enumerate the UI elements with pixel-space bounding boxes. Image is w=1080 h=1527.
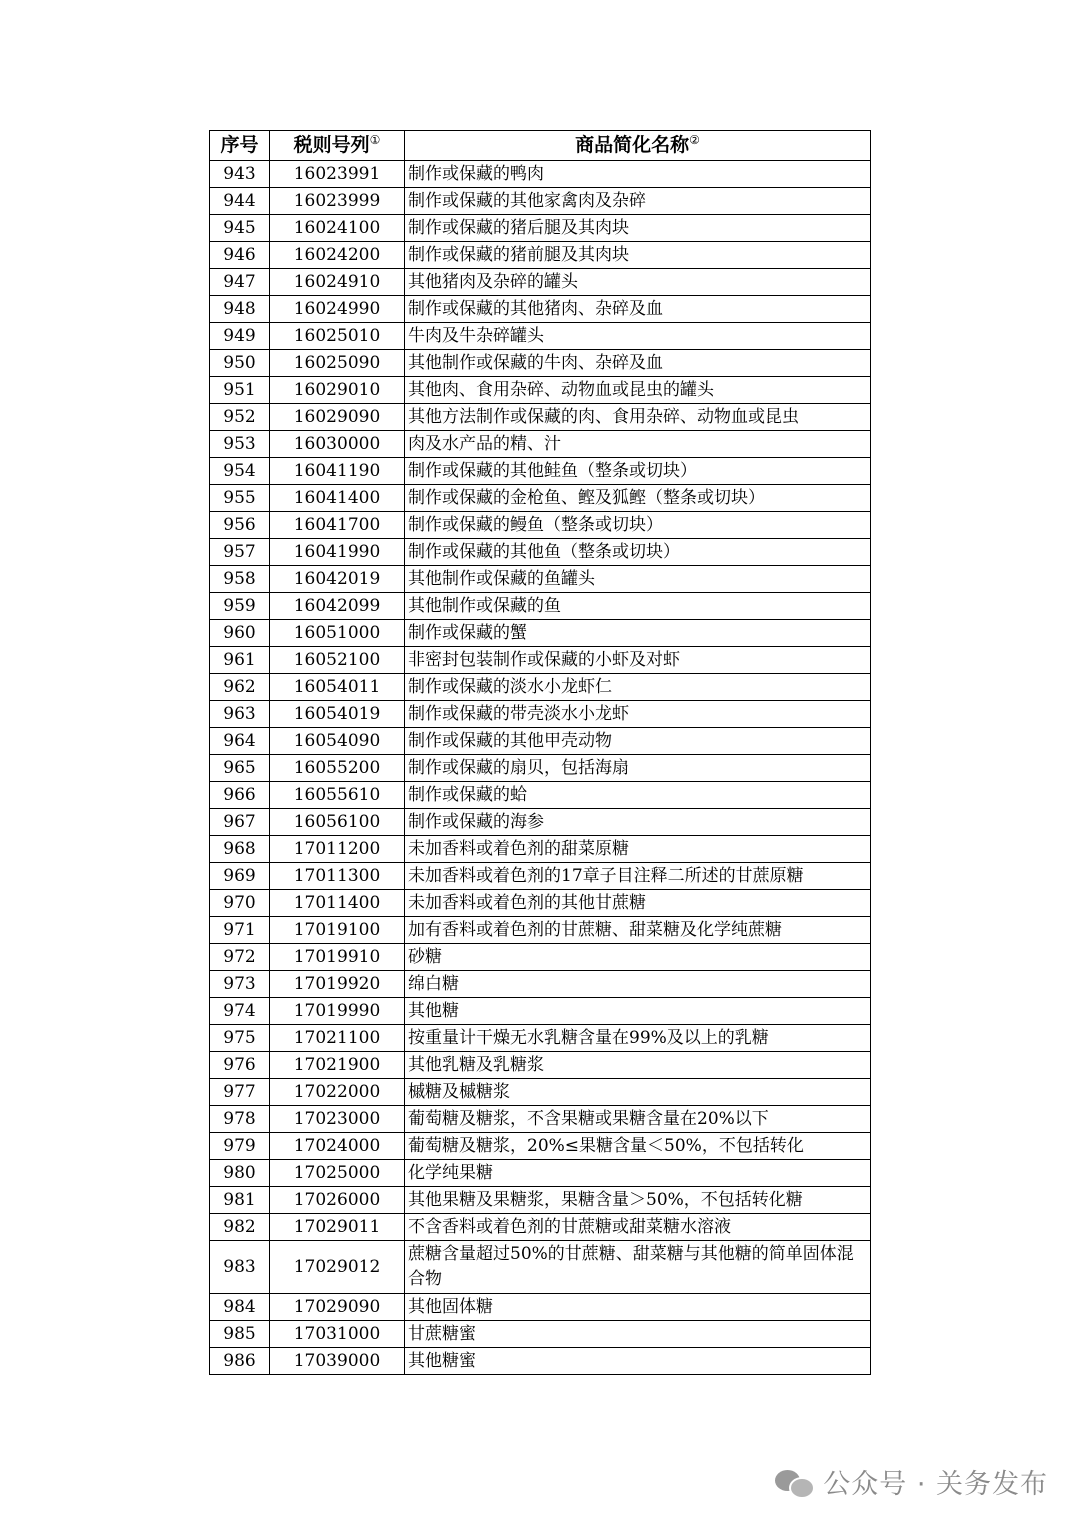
table-row bbox=[210, 1187, 871, 1214]
row-product-name: 其他肉、食用杂碎、动物血或昆虫的罐头 bbox=[405, 377, 871, 404]
row-product-name: 制作或保藏的其他鱼（整条或切块） bbox=[405, 539, 871, 566]
row-product-name: 其他乳糖及乳糖浆 bbox=[405, 1052, 871, 1079]
row-product-name: 制作或保藏的淡水小龙虾仁 bbox=[405, 674, 871, 701]
row-product-name: 加有香料或着色剂的甘蔗糖、甜菜糖及化学纯蔗糖 bbox=[405, 917, 871, 944]
row-product-name: 葡萄糖及糖浆，不含果糖或果糖含量在20%以下 bbox=[405, 1106, 871, 1133]
table-row bbox=[210, 1160, 871, 1187]
table-row bbox=[210, 809, 871, 836]
row-tariff-code: 16052100 bbox=[270, 647, 405, 674]
table-row bbox=[210, 971, 871, 998]
table-row bbox=[210, 1133, 871, 1160]
tariff-table bbox=[209, 130, 871, 1375]
row-product-name: 制作或保藏的蟹 bbox=[405, 620, 871, 647]
row-tariff-code: 16054090 bbox=[270, 728, 405, 755]
row-serial-number: 962 bbox=[210, 674, 270, 701]
row-product-name: 不含香料或着色剂的甘蔗糖或甜菜糖水溶液 bbox=[405, 1214, 871, 1241]
table-row bbox=[210, 458, 871, 485]
table-row bbox=[210, 161, 871, 188]
row-serial-number: 967 bbox=[210, 809, 270, 836]
row-product-name: 其他糖蜜 bbox=[405, 1348, 871, 1375]
row-tariff-code: 16025090 bbox=[270, 350, 405, 377]
row-serial-number: 977 bbox=[210, 1079, 270, 1106]
row-product-name: 牛肉及牛杂碎罐头 bbox=[405, 323, 871, 350]
row-tariff-code: 17011300 bbox=[270, 863, 405, 890]
row-serial-number: 968 bbox=[210, 836, 270, 863]
row-tariff-code: 17029011 bbox=[270, 1214, 405, 1241]
row-serial-number: 963 bbox=[210, 701, 270, 728]
row-tariff-code: 16041190 bbox=[270, 458, 405, 485]
table-row bbox=[210, 1025, 871, 1052]
row-product-name: 肉及水产品的精、汁 bbox=[405, 431, 871, 458]
row-tariff-code: 17022000 bbox=[270, 1079, 405, 1106]
row-serial-number: 950 bbox=[210, 350, 270, 377]
row-tariff-code: 17011400 bbox=[270, 890, 405, 917]
table-row bbox=[210, 782, 871, 809]
row-tariff-code: 17023000 bbox=[270, 1106, 405, 1133]
table-row bbox=[210, 944, 871, 971]
row-tariff-code: 16054019 bbox=[270, 701, 405, 728]
header-serial-number: 序号 bbox=[210, 131, 270, 161]
row-serial-number: 983 bbox=[210, 1241, 270, 1294]
row-serial-number: 946 bbox=[210, 242, 270, 269]
row-product-name: 未加香料或着色剂的甜菜原糖 bbox=[405, 836, 871, 863]
row-tariff-code: 17031000 bbox=[270, 1321, 405, 1348]
header-product-name: 商品简化名称② bbox=[405, 131, 871, 161]
row-serial-number: 954 bbox=[210, 458, 270, 485]
table-row bbox=[210, 566, 871, 593]
row-product-name: 其他猪肉及杂碎的罐头 bbox=[405, 269, 871, 296]
row-serial-number: 973 bbox=[210, 971, 270, 998]
row-serial-number: 974 bbox=[210, 998, 270, 1025]
row-tariff-code: 16041400 bbox=[270, 485, 405, 512]
table-row bbox=[210, 620, 871, 647]
row-product-name: 其他制作或保藏的鱼 bbox=[405, 593, 871, 620]
row-serial-number: 966 bbox=[210, 782, 270, 809]
row-product-name: 制作或保藏的其他鲑鱼（整条或切块） bbox=[405, 458, 871, 485]
table-row bbox=[210, 431, 871, 458]
table-row bbox=[210, 593, 871, 620]
row-product-name: 化学纯果糖 bbox=[405, 1160, 871, 1187]
table-row bbox=[210, 296, 871, 323]
row-product-name: 未加香料或着色剂的17章子目注释二所述的甘蔗原糖 bbox=[405, 863, 871, 890]
row-tariff-code: 17021100 bbox=[270, 1025, 405, 1052]
row-tariff-code: 17026000 bbox=[270, 1187, 405, 1214]
row-tariff-code: 17039000 bbox=[270, 1348, 405, 1375]
table-body bbox=[210, 161, 871, 1375]
row-tariff-code: 16055610 bbox=[270, 782, 405, 809]
table-row bbox=[210, 512, 871, 539]
table-row bbox=[210, 323, 871, 350]
row-serial-number: 943 bbox=[210, 161, 270, 188]
row-product-name: 非密封包装制作或保藏的小虾及对虾 bbox=[405, 647, 871, 674]
row-product-name: 其他制作或保藏的鱼罐头 bbox=[405, 566, 871, 593]
row-tariff-code: 16024200 bbox=[270, 242, 405, 269]
table-row bbox=[210, 998, 871, 1025]
table-row bbox=[210, 350, 871, 377]
table-row bbox=[210, 890, 871, 917]
row-serial-number: 956 bbox=[210, 512, 270, 539]
row-product-name: 甘蔗糖蜜 bbox=[405, 1321, 871, 1348]
row-tariff-code: 17019100 bbox=[270, 917, 405, 944]
row-product-name: 制作或保藏的金枪鱼、鲣及狐鲣（整条或切块） bbox=[405, 485, 871, 512]
row-tariff-code: 16042019 bbox=[270, 566, 405, 593]
row-tariff-code: 16041700 bbox=[270, 512, 405, 539]
row-serial-number: 975 bbox=[210, 1025, 270, 1052]
table-row bbox=[210, 404, 871, 431]
row-tariff-code: 17011200 bbox=[270, 836, 405, 863]
row-tariff-code: 17019990 bbox=[270, 998, 405, 1025]
row-tariff-code: 17029090 bbox=[270, 1294, 405, 1321]
table-row bbox=[210, 1321, 871, 1348]
header-tariff-code: 税则号列① bbox=[270, 131, 405, 161]
row-serial-number: 982 bbox=[210, 1214, 270, 1241]
table-row bbox=[210, 269, 871, 296]
table-row bbox=[210, 485, 871, 512]
row-tariff-code: 17019910 bbox=[270, 944, 405, 971]
row-serial-number: 959 bbox=[210, 593, 270, 620]
row-serial-number: 951 bbox=[210, 377, 270, 404]
row-tariff-code: 16055200 bbox=[270, 755, 405, 782]
row-tariff-code: 17025000 bbox=[270, 1160, 405, 1187]
row-serial-number: 979 bbox=[210, 1133, 270, 1160]
row-serial-number: 978 bbox=[210, 1106, 270, 1133]
row-serial-number: 970 bbox=[210, 890, 270, 917]
row-tariff-code: 16042099 bbox=[270, 593, 405, 620]
row-serial-number: 981 bbox=[210, 1187, 270, 1214]
row-tariff-code: 16056100 bbox=[270, 809, 405, 836]
row-product-name: 制作或保藏的猪后腿及其肉块 bbox=[405, 215, 871, 242]
row-product-name: 制作或保藏的蛤 bbox=[405, 782, 871, 809]
table-row bbox=[210, 377, 871, 404]
row-product-name: 制作或保藏的其他家禽肉及杂碎 bbox=[405, 188, 871, 215]
table-row bbox=[210, 242, 871, 269]
row-tariff-code: 17019920 bbox=[270, 971, 405, 998]
row-product-name: 葡萄糖及糖浆，20%≤果糖含量＜50%，不包括转化 bbox=[405, 1133, 871, 1160]
row-serial-number: 955 bbox=[210, 485, 270, 512]
row-tariff-code: 16030000 bbox=[270, 431, 405, 458]
row-product-name: 制作或保藏的其他猪肉、杂碎及血 bbox=[405, 296, 871, 323]
row-serial-number: 969 bbox=[210, 863, 270, 890]
row-product-name: 未加香料或着色剂的其他甘蔗糖 bbox=[405, 890, 871, 917]
row-product-name: 制作或保藏的扇贝，包括海扇 bbox=[405, 755, 871, 782]
table-row bbox=[210, 755, 871, 782]
table-row bbox=[210, 647, 871, 674]
row-product-name: 制作或保藏的带壳淡水小龙虾 bbox=[405, 701, 871, 728]
table-row bbox=[210, 1348, 871, 1375]
row-tariff-code: 16024100 bbox=[270, 215, 405, 242]
row-product-name: 其他固体糖 bbox=[405, 1294, 871, 1321]
table-row bbox=[210, 1052, 871, 1079]
table-row bbox=[210, 1241, 871, 1294]
row-serial-number: 949 bbox=[210, 323, 270, 350]
row-product-name: 绵白糖 bbox=[405, 971, 871, 998]
table-row bbox=[210, 1214, 871, 1241]
table-row bbox=[210, 539, 871, 566]
table-row bbox=[210, 188, 871, 215]
row-product-name: 制作或保藏的鸭肉 bbox=[405, 161, 871, 188]
row-serial-number: 948 bbox=[210, 296, 270, 323]
table-row bbox=[210, 1106, 871, 1133]
row-serial-number: 964 bbox=[210, 728, 270, 755]
row-product-name: 槭糖及槭糖浆 bbox=[405, 1079, 871, 1106]
table-row bbox=[210, 863, 871, 890]
row-tariff-code: 16023999 bbox=[270, 188, 405, 215]
row-tariff-code: 16025010 bbox=[270, 323, 405, 350]
row-tariff-code: 17029012 bbox=[270, 1241, 405, 1294]
row-tariff-code: 16024910 bbox=[270, 269, 405, 296]
watermark-text: 公众号 · 关务发布 bbox=[823, 1469, 1048, 1500]
row-tariff-code: 16051000 bbox=[270, 620, 405, 647]
row-product-name: 其他果糖及果糖浆，果糖含量＞50%，不包括转化糖 bbox=[405, 1187, 871, 1214]
row-serial-number: 972 bbox=[210, 944, 270, 971]
row-tariff-code: 16024990 bbox=[270, 296, 405, 323]
row-serial-number: 965 bbox=[210, 755, 270, 782]
wechat-icon bbox=[775, 1467, 813, 1497]
table-header-row bbox=[210, 131, 871, 161]
row-serial-number: 957 bbox=[210, 539, 270, 566]
row-serial-number: 971 bbox=[210, 917, 270, 944]
row-product-name: 其他方法制作或保藏的肉、食用杂碎、动物血或昆虫 bbox=[405, 404, 871, 431]
table-row bbox=[210, 836, 871, 863]
row-product-name: 制作或保藏的猪前腿及其肉块 bbox=[405, 242, 871, 269]
row-tariff-code: 16041990 bbox=[270, 539, 405, 566]
row-product-name: 其他糖 bbox=[405, 998, 871, 1025]
row-product-name: 其他制作或保藏的牛肉、杂碎及血 bbox=[405, 350, 871, 377]
row-serial-number: 984 bbox=[210, 1294, 270, 1321]
row-serial-number: 947 bbox=[210, 269, 270, 296]
row-tariff-code: 16029090 bbox=[270, 404, 405, 431]
table-row bbox=[210, 674, 871, 701]
row-serial-number: 961 bbox=[210, 647, 270, 674]
row-tariff-code: 17021900 bbox=[270, 1052, 405, 1079]
table-row bbox=[210, 1079, 871, 1106]
row-serial-number: 980 bbox=[210, 1160, 270, 1187]
row-serial-number: 985 bbox=[210, 1321, 270, 1348]
row-serial-number: 960 bbox=[210, 620, 270, 647]
row-tariff-code: 16029010 bbox=[270, 377, 405, 404]
watermark bbox=[775, 1462, 1048, 1501]
table-row bbox=[210, 728, 871, 755]
row-product-name: 制作或保藏的鳗鱼（整条或切块） bbox=[405, 512, 871, 539]
row-product-name: 制作或保藏的其他甲壳动物 bbox=[405, 728, 871, 755]
row-serial-number: 945 bbox=[210, 215, 270, 242]
row-serial-number: 958 bbox=[210, 566, 270, 593]
row-serial-number: 953 bbox=[210, 431, 270, 458]
row-product-name: 制作或保藏的海参 bbox=[405, 809, 871, 836]
row-serial-number: 976 bbox=[210, 1052, 270, 1079]
row-tariff-code: 16023991 bbox=[270, 161, 405, 188]
table-row bbox=[210, 917, 871, 944]
row-product-name: 砂糖 bbox=[405, 944, 871, 971]
row-tariff-code: 16054011 bbox=[270, 674, 405, 701]
table-row bbox=[210, 1294, 871, 1321]
row-serial-number: 944 bbox=[210, 188, 270, 215]
row-serial-number: 986 bbox=[210, 1348, 270, 1375]
row-tariff-code: 17024000 bbox=[270, 1133, 405, 1160]
row-serial-number: 952 bbox=[210, 404, 270, 431]
row-product-name: 蔗糖含量超过50%的甘蔗糖、甜菜糖与其他糖的简单固体混合物 bbox=[405, 1241, 871, 1294]
row-product-name: 按重量计干燥无水乳糖含量在99%及以上的乳糖 bbox=[405, 1025, 871, 1052]
table-row bbox=[210, 701, 871, 728]
table-row bbox=[210, 215, 871, 242]
